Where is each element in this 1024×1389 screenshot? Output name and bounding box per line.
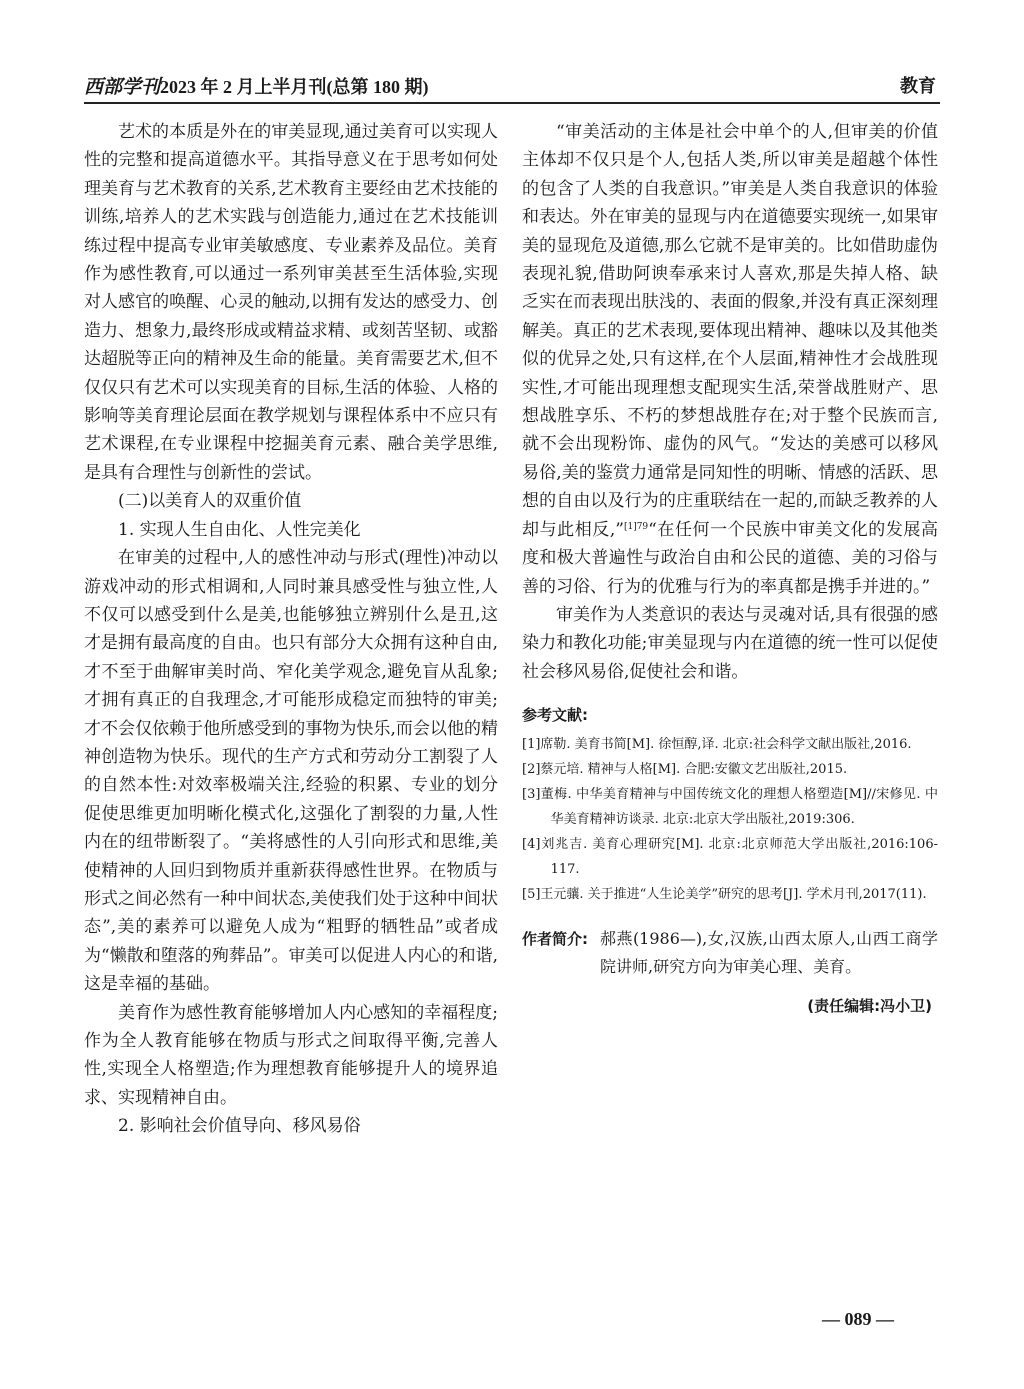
reference-item: [3]董梅. 中华美育精神与中国传统文化的理想人格塑造[M]//宋修见. 中华美育精神访谈录. 北京:北京大学出版社,2019:306. xyxy=(522,787,938,828)
reference-item: [5]王元骧. 关于推进“人生论美学”研究的思考[J]. 学术月刊,2017(11). xyxy=(522,887,927,903)
reference-item: [2]蔡元培. 精神与人格[M]. 合肥:安徽文艺出版社,2015. xyxy=(522,762,848,778)
journal-logo: 西部学刊 xyxy=(84,77,161,98)
citation-superscript: [1]79 xyxy=(623,521,649,532)
author-bio-text: 郝燕(1986—),女,汉族,山西太原人,山西工商学院讲师,研究方向为审美心理、美育。 xyxy=(600,929,938,977)
body-paragraph: 审美作为人类意识的表达与灵魂对话,具有很强的感染力和教化功能;审美显现与内在道德的统一性可以促使社会移风易俗,促使社会和谐。 xyxy=(522,604,938,682)
quote-text: “审美活动的主体是社会中单个的人,但审美的价值主体却不仅只是个人,包括人类,所以审美是超越个体性的包含了人类的自我意识。”审美是人类自我意识的体验和表达。外在审美的显现与内在道德要实现统一,如果审美的显现危及道德,那么它就不是审美的。比如借助虚伪表现礼貌,借助阿谀奉承来讨人喜欢,那是失掉人格、缺乏实在而表现出肤浅的、表面的假象,并没有真正深刻理解美。真正的艺术表现,要体现出精神、趣味以及其他类似的优异之处,只有这样,在个人层面,精神性才会战胜现实性,才可能出现理想支配现实生活,荣誉战胜财产、思想战胜享乐、不朽的梦想战胜存在;对于整个民族而言,就不会出现粉饰、虚伪的风气。“发达的美感可以移风易俗,美的鉴赏力通常是同知性的明晰、情感的活跃、思想的自由以及行为的庄重联结在一起的,而缺乏教养的人却与此相反,” xyxy=(522,122,938,540)
subsubsection-heading: 1. 实现人生自由化、人性完美化 xyxy=(118,519,361,540)
left-column xyxy=(84,118,498,1141)
running-header xyxy=(84,74,940,102)
author-bio-label: 作者简介: xyxy=(522,930,588,949)
reference-item: [4]刘兆吉. 美育心理研究[M]. 北京:北京师范大学出版社,2016:106-117. xyxy=(522,837,938,878)
header-rule xyxy=(84,102,940,104)
quote-text: “在任何一个民族中审美文化的发展高度和极大普遍性与政治自由和公民的道德、美的习俗与善的习俗、行为的优雅与行为的率真都是携手并进的。” xyxy=(522,519,938,597)
right-column xyxy=(522,118,938,1019)
body-paragraph xyxy=(522,118,938,601)
references-list xyxy=(522,732,938,907)
author-bio xyxy=(522,925,938,981)
body-paragraph: 美育作为感性教育能够增加人内心感知的幸福程度;作为全人教育能够在物质与形式之间取得平衡,完善人性,实现全人格塑造;作为理想教育能够提升人的境界追求、实现精神自由。 xyxy=(84,1002,498,1108)
issue-text: 2023 年 2 月上半月刊(总第 180 期) xyxy=(160,77,429,97)
journal-issue xyxy=(84,74,429,101)
reference-item: [1]席勒. 美育书简[M]. 徐恒醇,译. 北京:社会科学文献出版社,2016. xyxy=(522,737,912,753)
page-number: — 089 — xyxy=(822,1309,894,1329)
references-title: 参考文献: xyxy=(522,706,588,725)
responsible-editor: (责任编辑:冯小卫) xyxy=(807,997,932,1016)
subsection-heading: (二)以美育人的双重价值 xyxy=(118,491,302,512)
body-paragraph: 艺术的本质是外在的审美显现,通过美育可以实现人性的完整和提高道德水平。其指导意义在于思考如何处理美育与艺术教育的关系,艺术教育主要经由艺术技能的训练,培养人的艺术实践与创造能力,通过在艺术技能训练过程中提高专业审美敏感度、专业素养及品位。美育作为感性教育,可以通过一系列审美甚至生活体验,实现对人感官的唤醒、心灵的触动,以拥有发达的感受力、创造力、想象力,最终形成或精益求精、或刻苦坚韧、或豁达超脱等正向的精神及生命的能量。美育需要艺术,但不仅仅只有艺术可以实现美育的目标,生活的体验、人格的影响等美育理论层面在教学规划与课程体系中不应只有艺术课程,在专业课程中挖掘美育元素、融合美学思维,是具有合理性与创新性的尝试。 xyxy=(84,122,498,483)
body-paragraph: 在审美的过程中,人的感性冲动与形式(理性)冲动以游戏冲动的形式相调和,人同时兼具感受性与独立性,人不仅可以感受到什么是美,也能够独立辨别什么是丑,这才是拥有最高度的自由。也只有部分大众拥有这种自由,才不至于曲解审美时尚、窄化美学观念,避免盲从乱象;才拥有真正的自我理念,才可能形成稳定而独特的审美;才不会仅依赖于他所感受到的事物为快乐,而会以他的精神创造物为快乐。现代的生产方式和劳动分工割裂了人的自然本性:对效率极端关注,经验的积累、专业的划分促使思维更加明晰化模式化,这强化了割裂的力量,人性内在的纽带断裂了。“美将感性的人引向形式和思维,美使精神的人回归到物质并重新获得感性世界。在物质与形式之间必然有一种中间状态,美使我们处于这种中间状态”,美的素养可以避免人成为“粗野的牺牲品”或者成为“懒散和堕落的殉葬品”。审美可以促进人内心的和谐,这是幸福的基础。 xyxy=(84,548,498,995)
subsubsection-heading: 2. 影响社会价值导向、移风易俗 xyxy=(118,1116,361,1137)
section-label: 教育 xyxy=(900,76,936,97)
